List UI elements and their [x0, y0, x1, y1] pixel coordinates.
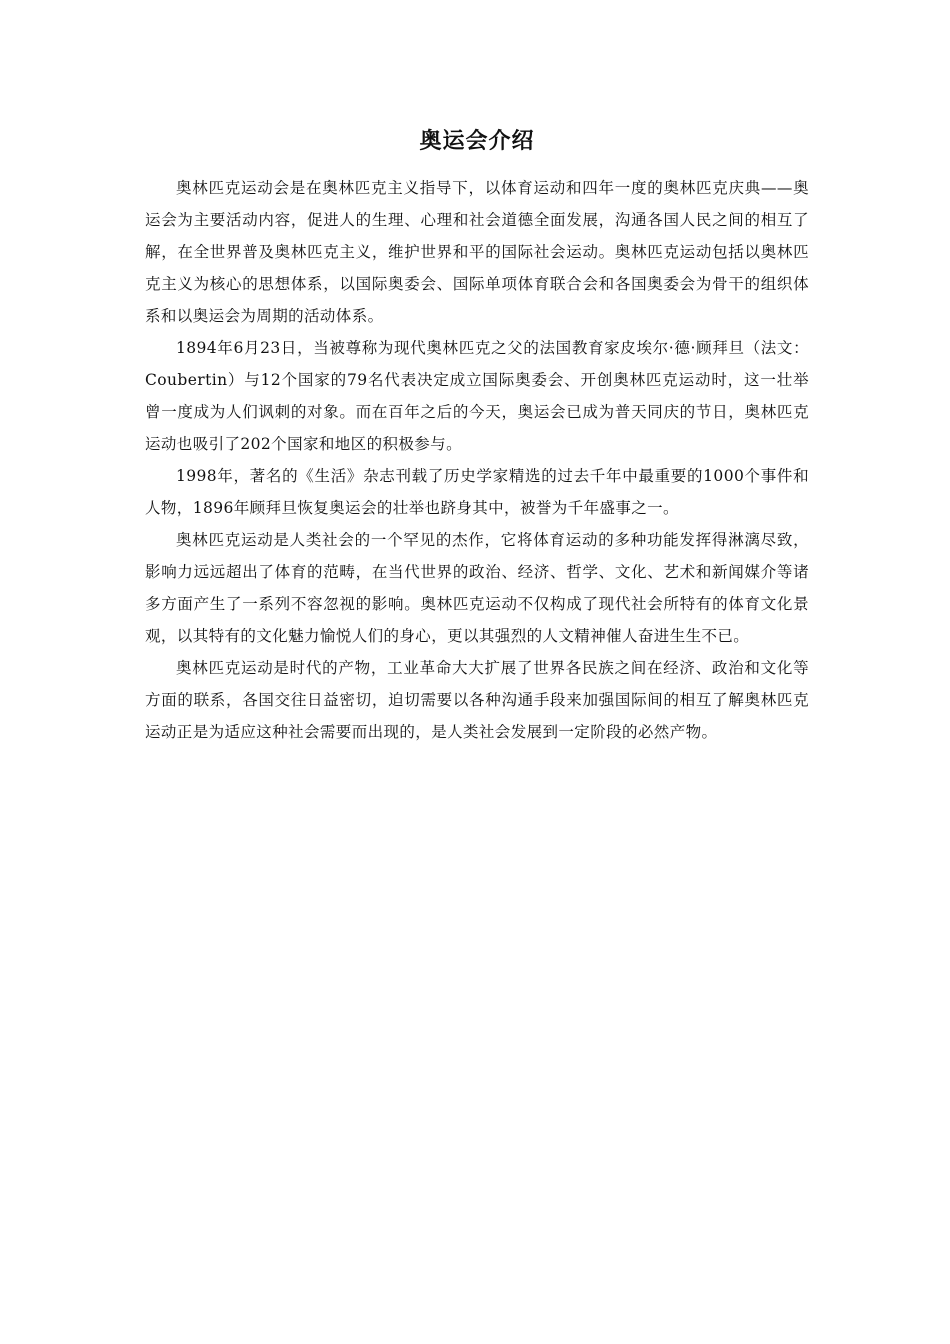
- document-body: [145, 124, 809, 748]
- paragraph-intro: 奥林匹克运动会是在奥林匹克主义指导下，以体育运动和四年一度的奥林匹克庆典——奥运会为主要活动内容，促进人的生理、心理和社会道德全面发展，沟通各国人民之间的相互了解，在全世界普及奥林匹克主义，维护世界和平的国际社会运动。奥林匹克运动包括以奥林匹克主义为核心的思想体系，以国际奥委会、国际单项体育联合会和各国奥委会为骨干的组织体系和以奥运会为周期的活动体系。: [145, 179, 809, 325]
- paragraph-history: 1894年6月23日，当被尊称为现代奥林匹克之父的法国教育家皮埃尔·德·顾拜旦（法文：Coubertin）与12个国家的79名代表决定成立国际奥委会、开创奥林匹克运动时，这一壮举曾一度成为人们讽刺的对象。而在百年之后的今天，奥运会已成为普天同庆的节日，奥林匹克运动也吸引了202个国家和地区的积极参与。: [145, 339, 809, 453]
- paragraph-influence: 奥林匹克运动是人类社会的一个罕见的杰作，它将体育运动的多种功能发挥得淋漓尽致，影响力远远超出了体育的范畴，在当代世界的政治、经济、哲学、文化、艺术和新闻媒介等诸多方面产生了一系列不容忽视的影响。奥林匹克运动不仅构成了现代社会所特有的体育文化景观，以其特有的文化魅力愉悦人们的身心，更以其强烈的人文精神催人奋进生生不已。: [145, 531, 809, 645]
- document-title: 奥运会介绍: [419, 129, 535, 154]
- paragraph-origin: 奥林匹克运动是时代的产物，工业革命大大扩展了世界各民族之间在经济、政治和文化等方面的联系，各国交往日益密切，迫切需要以各种沟通手段来加强国际间的相互了解奥林匹克运动正是为适应这种社会需要而出现的，是人类社会发展到一定阶段的必然产物。: [145, 659, 809, 741]
- paragraph-millennium: 1998年，著名的《生活》杂志刊载了历史学家精选的过去千年中最重要的1000个事件和人物，1896年顾拜旦恢复奥运会的壮举也跻身其中，被誉为千年盛事之一。: [145, 467, 809, 517]
